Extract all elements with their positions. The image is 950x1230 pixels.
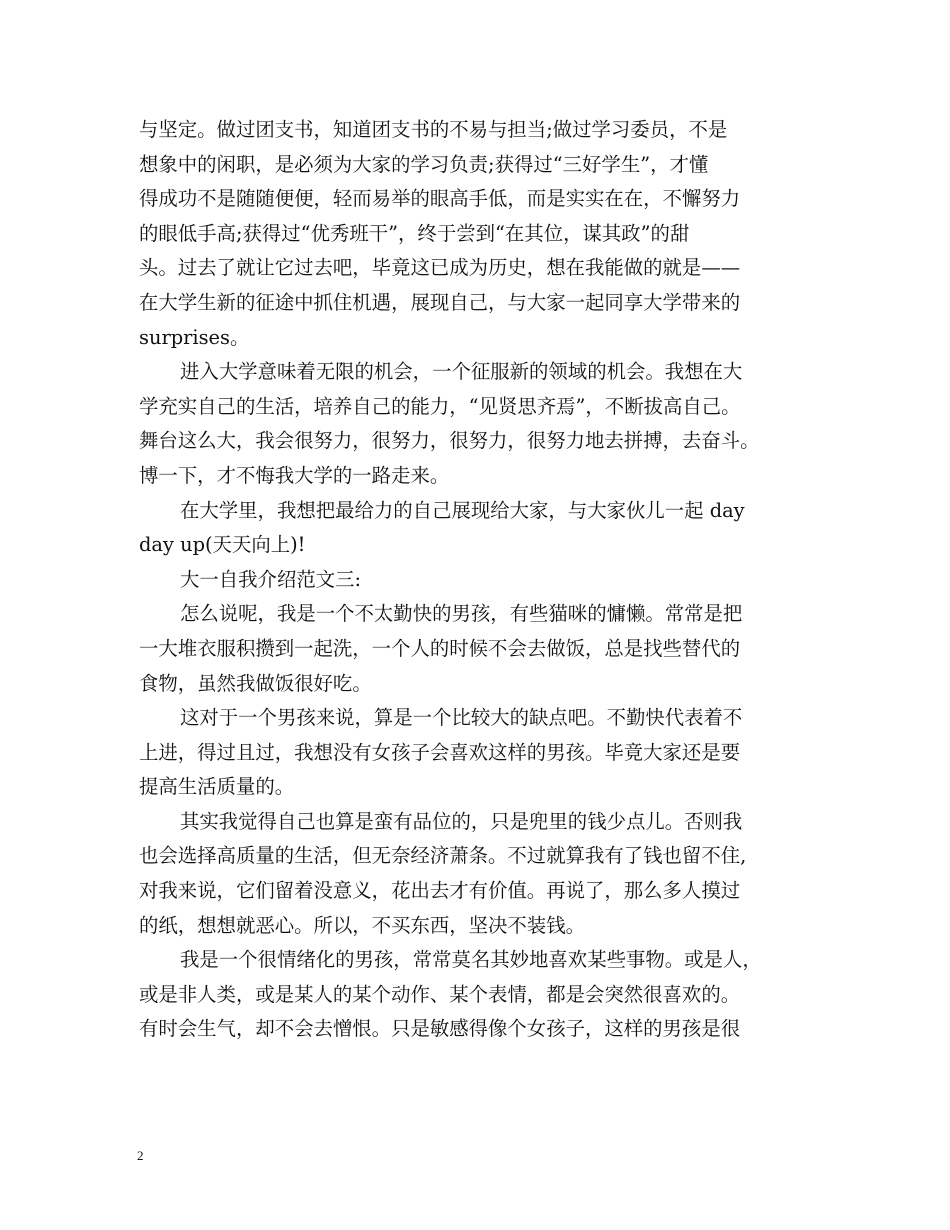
paragraph-5 — [139, 701, 819, 805]
text-line: 怎么说呢，我是一个不太勤快的男孩，有些猫咪的慵懒。常常是把 — [180, 602, 743, 626]
text-line: 头。过去了就让它过去吧，毕竟这已成为历史，想在我能做的就是—— — [139, 256, 741, 280]
text-line: 在大学生新的征途中抓住机遇，展现自己，与大家一起同享大学带来的 — [139, 290, 741, 314]
paragraph-4 — [139, 597, 819, 701]
text-line: 食物，虽然我做饭很好吃。 — [139, 671, 372, 695]
text-line: 对我来说，它们留着没意义，花出去才有价值。再说了，那么多人摸过 — [139, 879, 741, 903]
text-line: 也会选择高质量的生活，但无奈经济萧条。不过就算我有了钱也留不住, — [139, 844, 747, 868]
text-line: 提高生活质量的。 — [139, 775, 295, 799]
text-line: 想象中的闲职，是必须为大家的学习负责;获得过“三好学生”，才懂 — [139, 152, 709, 176]
text-line: 的纸，想想就恶心。所以，不买东西，坚决不装钱。 — [139, 913, 585, 937]
text-line: 一大堆衣服积攒到一起洗，一个人的时候不会去做饭，总是找些替代的 — [139, 636, 741, 660]
paragraph-7 — [139, 943, 819, 1047]
text-line: day up(天天向上)! — [139, 533, 306, 557]
section-heading — [139, 563, 819, 598]
paragraph-6 — [139, 805, 819, 943]
text-line: 有时会生气，却不会去憎恨。只是敏感得像个女孩子，这样的男孩是很 — [139, 1017, 741, 1041]
text-line: 与坚定。做过团支书，知道团支书的不易与担当;做过学习委员，不是 — [139, 118, 728, 141]
text-line: 这对于一个男孩来说，算是一个比较大的缺点吧。不勤快代表着不 — [180, 706, 743, 730]
text-line: 进入大学意味着无限的机会，一个征服新的领域的机会。我想在大 — [180, 360, 743, 384]
paragraph-2 — [139, 355, 819, 493]
text-line: 大一自我介绍范文三: — [180, 567, 362, 591]
text-line: 上进，得过且过，我想没有女孩子会喜欢这样的男孩。毕竟大家还是要 — [139, 740, 741, 764]
text-line: 我是一个很情绪化的男孩，常常莫名其妙地喜欢某些事物。或是人， — [180, 948, 762, 972]
text-line: surprises。 — [139, 325, 250, 349]
text-line: 博一下，才不悔我大学的一路走来。 — [139, 463, 450, 487]
text-line: 的眼低手高;获得过“优秀班干”，终于尝到“在其位，谋其政”的甜 — [139, 221, 690, 245]
paragraph-1 — [139, 113, 819, 355]
text-line: 在大学里，我想把最给力的自己展现给大家，与大家伙儿一起 day — [180, 498, 745, 522]
page-number: 2 — [137, 1148, 144, 1163]
text-line: 其实我觉得自己也算是蛮有品位的，只是兜里的钱少点儿。否则我 — [180, 809, 743, 833]
document-body — [139, 113, 819, 1047]
text-line: 学充实自己的生活，培养自己的能力，“见贤思齐焉”，不断拔高自己。 — [139, 394, 741, 418]
paragraph-3 — [139, 494, 819, 563]
text-line: 或是非人类，或是某人的某个动作、某个表情，都是会突然很喜欢的。 — [139, 982, 741, 1006]
text-line: 得成功不是随随便便，轻而易举的眼高手低，而是实实在在，不懈努力 — [139, 187, 741, 211]
text-line: 舞台这么大，我会很努力，很努力，很努力，很努力地去拼搏，去奋斗。 — [139, 429, 760, 453]
